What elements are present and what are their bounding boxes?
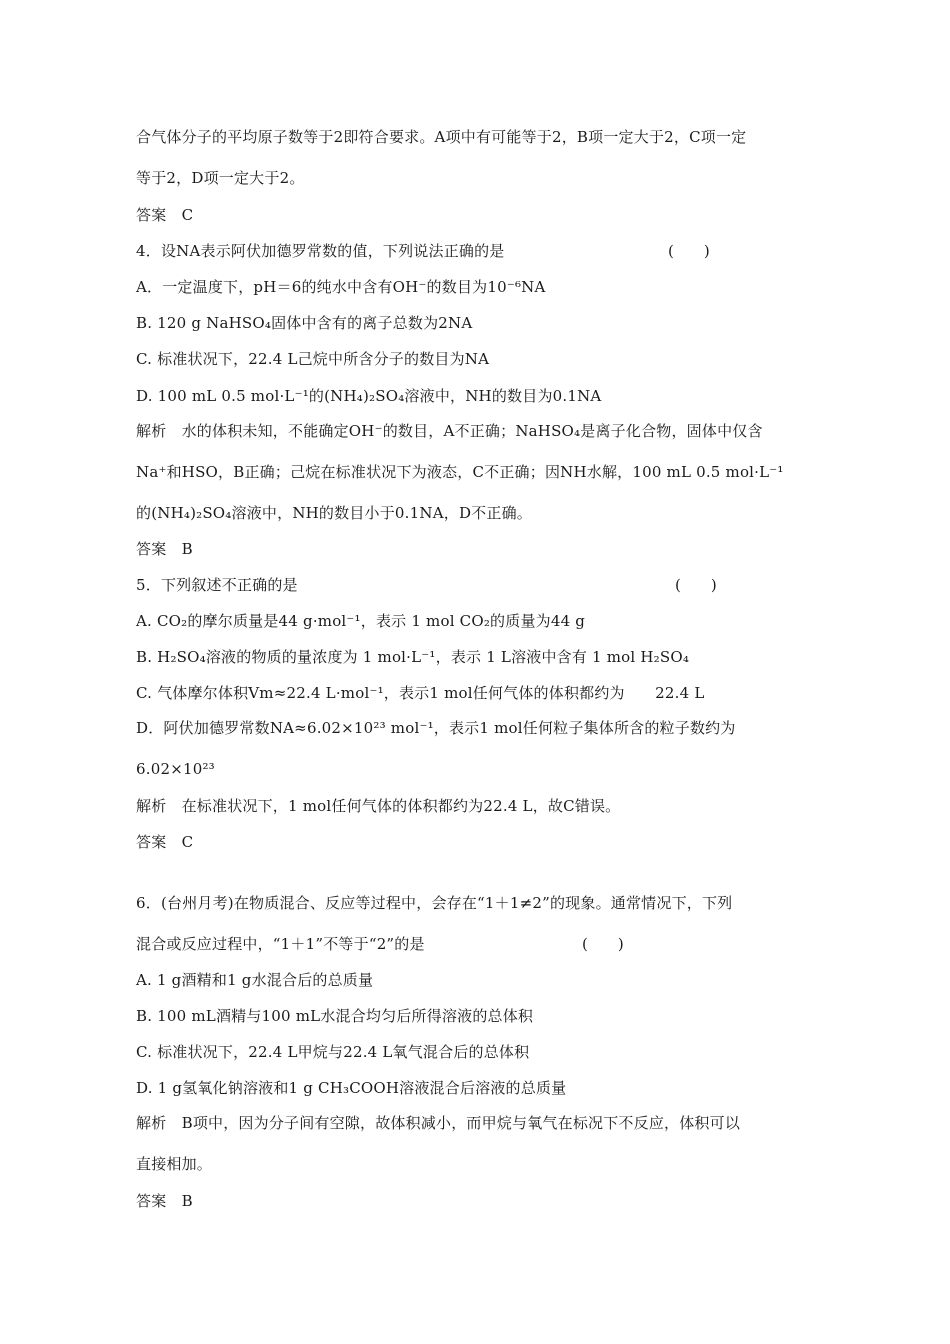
analysis-line: 解析 在标准状况下，1 mol任何气体的体积都约为22.4 L，故C错误。 <box>136 797 621 815</box>
text-line: 等于2，D项一定大于2。 <box>136 169 305 187</box>
question-6-option-a: A. 1 g酒精和1 g水混合后的总质量 <box>136 971 374 989</box>
analysis-line: Na⁺和HSO，B正确；己烷在标准状况下为液态，C不正确；因NH水解，100 mL 0.5 mol·L⁻¹ <box>136 463 784 481</box>
question-4-option-c: C. 标准状况下，22.4 L己烷中所含分子的数目为NA <box>136 350 490 368</box>
question-4-stem: 4．设NA表示阿伏加德罗常数的值，下列说法正确的是 <box>136 242 505 260</box>
question-4-option-d: D. 100 mL 0.5 mol·L⁻¹的(NH₄)₂SO₄溶液中，NH的数目为0.1NA <box>136 387 602 405</box>
answer-line: 答案 B <box>136 1192 193 1210</box>
question-6-stem: 6．(台州月考)在物质混合、反应等过程中，会存在“1＋1≠2”的现象。通常情况下，下列 <box>136 894 733 912</box>
question-4-option-b: B. 120 g NaHSO₄固体中含有的离子总数为2NA <box>136 314 473 332</box>
analysis-line: 解析 B项中，因为分子间有空隙，故体积减小，而甲烷与氧气在标况下不反应，体积可以 <box>136 1114 741 1132</box>
question-5-option-a: A. CO₂的摩尔质量是44 g·mol⁻¹，表示 1 mol CO₂的质量为44 g <box>136 612 586 630</box>
question-6-answer-blank: ( ) <box>582 935 624 953</box>
analysis-line: 的(NH₄)₂SO₄溶液中，NH的数目小于0.1NA，D不正确。 <box>136 504 532 522</box>
analysis-line: 解析 水的体积未知，不能确定OH⁻的数目，A不正确；NaHSO₄是离子化合物，固体中仅含 <box>136 422 763 440</box>
question-5-option-d: D．阿伏加德罗常数NA≈6.02×10²³ mol⁻¹，表示1 mol任何粒子集体所含的粒子数约为 <box>136 719 736 737</box>
question-6-option-d: D. 1 g氢氧化钠溶液和1 g CH₃COOH溶液混合后溶液的总质量 <box>136 1079 567 1097</box>
answer-line: 答案 B <box>136 540 193 558</box>
question-5-stem: 5．下列叙述不正确的是 <box>136 576 298 594</box>
question-6-option-c: C. 标准状况下，22.4 L甲烷与22.4 L氧气混合后的总体积 <box>136 1043 530 1061</box>
question-4-option-a: A．一定温度下，pH＝6的纯水中含有OH⁻的数目为10⁻⁶NA <box>136 278 546 296</box>
answer-line: 答案 C <box>136 833 194 851</box>
question-5-option-c: C. 气体摩尔体积Vm≈22.4 L·mol⁻¹，表示1 mol任何气体的体积都约为 22.4 L <box>136 684 705 702</box>
question-5-option-d-continued: 6.02×10²³ <box>136 760 215 778</box>
question-5-answer-blank: ( ) <box>675 576 717 594</box>
answer-line: 答案 C <box>136 206 194 224</box>
question-6-option-b: B. 100 mL酒精与100 mL水混合均匀后所得溶液的总体积 <box>136 1007 534 1025</box>
question-6-stem-continued: 混合或反应过程中，“1＋1”不等于“2”的是 <box>136 935 425 953</box>
question-4-answer-blank: ( ) <box>668 242 710 260</box>
text-line: 合气体分子的平均原子数等于2即符合要求。A项中有可能等于2，B项一定大于2，C项一定 <box>136 128 747 146</box>
analysis-line: 直接相加。 <box>136 1155 213 1173</box>
question-5-option-b: B. H₂SO₄溶液的物质的量浓度为 1 mol·L⁻¹，表示 1 L溶液中含有 1 mol H₂SO₄ <box>136 648 690 666</box>
